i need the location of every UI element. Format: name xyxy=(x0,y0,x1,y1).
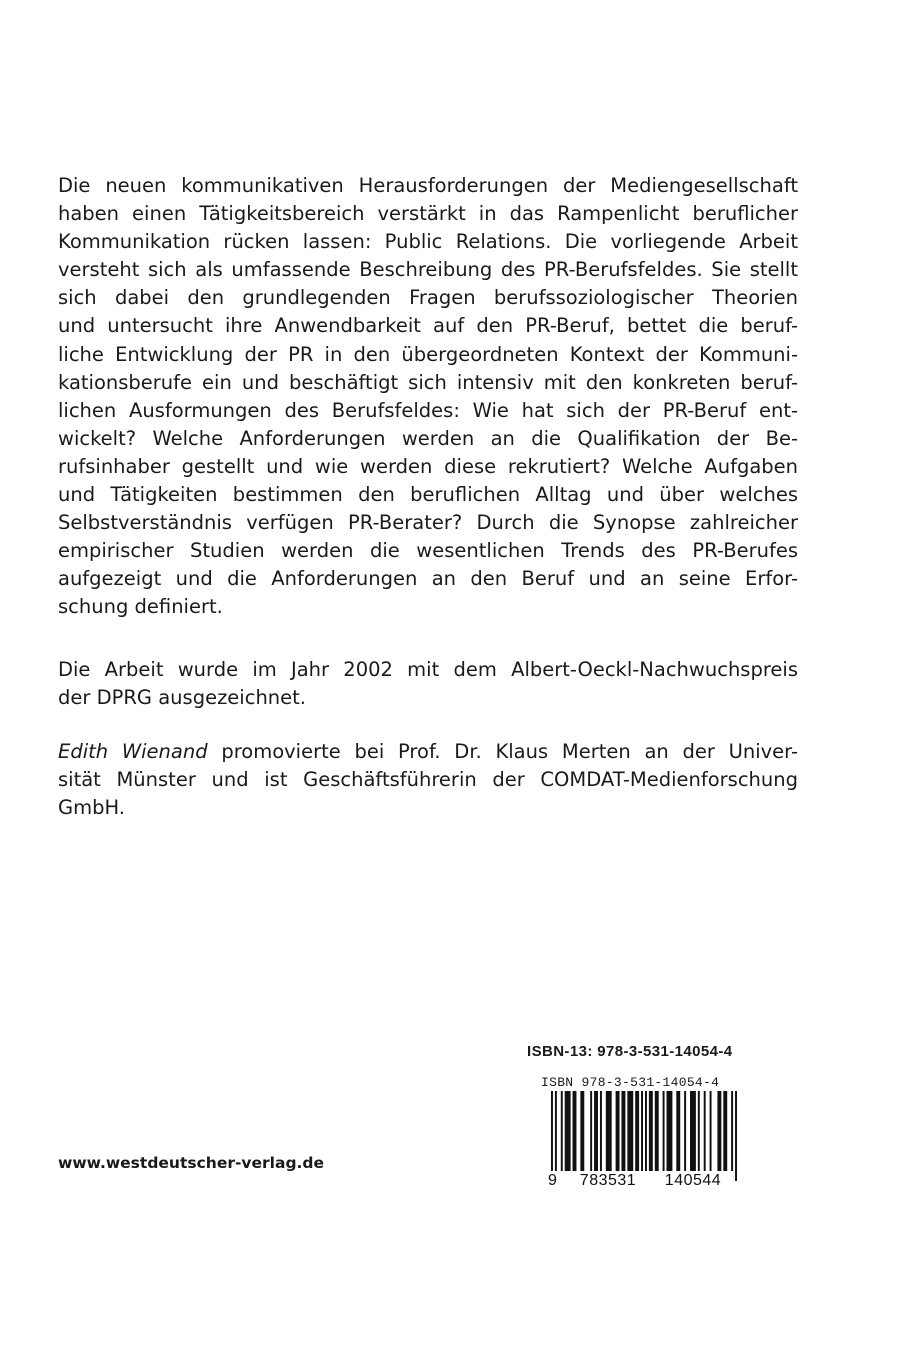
barcode-bar xyxy=(655,1091,659,1171)
blurb-line: rufsinhaber gestellt und wie werden diese rekrutiert? Welche Aufgaben xyxy=(58,454,798,478)
barcode-isbn-text: ISBN 978-3-531-14054-4 xyxy=(541,1075,720,1090)
barcode-bar xyxy=(616,1091,620,1171)
isbn-barcode xyxy=(541,1091,746,1188)
blurb-line: kationsberufe ein und beschäftigt sich intensiv mit den konkreten beruf- xyxy=(58,370,798,394)
barcode-bar xyxy=(735,1091,737,1181)
barcode-bar xyxy=(645,1091,647,1181)
barcode-bar xyxy=(627,1091,633,1171)
barcode-bar xyxy=(704,1091,706,1171)
barcode-bar xyxy=(698,1091,700,1171)
barcode-bar xyxy=(649,1091,653,1171)
barcode-bar xyxy=(731,1091,733,1181)
barcode-bar xyxy=(676,1091,680,1171)
blurb-line: empirischer Studien werden die wesentlichen Trends des PR-Berufes xyxy=(58,539,798,563)
blurb-line: sich dabei den grundlegenden Fragen berufssoziologischer Theorien xyxy=(58,286,798,310)
barcode-left-digits: 783531 xyxy=(579,1172,637,1188)
barcode-right-digits: 140544 xyxy=(664,1172,722,1188)
barcode-bar xyxy=(710,1091,712,1171)
author-bio-line xyxy=(58,738,798,766)
barcode-bar xyxy=(606,1091,612,1171)
barcode-bar xyxy=(561,1091,563,1171)
barcode-bar xyxy=(641,1091,643,1181)
publisher-url: www.westdeutscher-verlag.de xyxy=(58,1154,325,1172)
barcode-bar xyxy=(573,1091,577,1171)
author-bio-line: sität Münster und ist Geschäftsführerin der COMDAT-Medienforschung xyxy=(58,768,798,792)
blurb-line: Die neuen kommunikativen Herausforderungen der Mediengesellschaft xyxy=(58,174,798,197)
blurb-line: haben einen Tätigkeitsbereich verstärkt in das Rampenlicht beruflicher xyxy=(58,202,798,226)
blurb-paragraph xyxy=(58,172,798,622)
blurb-line: und Tätigkeiten bestimmen den beruflichen Alltag und über welches xyxy=(58,483,798,507)
blurb-line: und untersucht ihre Anwendbarkeit auf den PR-Beruf, bettet die beruf- xyxy=(58,314,798,338)
barcode-bar xyxy=(663,1091,665,1171)
blurb-line: versteht sich als umfassende Beschreibung des PR-Berufsfeldes. Sie stellt xyxy=(58,258,798,282)
barcode-bar xyxy=(594,1091,598,1171)
barcode-bar xyxy=(565,1091,571,1171)
barcode-bar xyxy=(621,1091,625,1171)
barcode-bar xyxy=(600,1091,602,1171)
barcode-bar xyxy=(551,1091,553,1181)
blurb-line: schung definiert. xyxy=(58,595,223,619)
barcode-bar xyxy=(580,1091,584,1171)
blurb-line: aufgezeigt und die Anforderungen an den Beruf und an seine Erfor- xyxy=(58,567,798,591)
award-line: Die Arbeit wurde im Jahr 2002 mit dem Albert-Oeckl-Nachwuchspreis xyxy=(58,658,798,681)
barcode-first-digit: 9 xyxy=(548,1172,557,1188)
barcode-bar xyxy=(717,1091,721,1171)
barcode-bar xyxy=(590,1091,592,1171)
barcode-bar xyxy=(723,1091,727,1171)
blurb-line: wickelt? Welche Anforderungen werden an die Qualifikation der Be- xyxy=(58,426,798,450)
barcode-bar xyxy=(684,1091,686,1171)
author-bio xyxy=(58,738,798,822)
barcode-bar xyxy=(667,1091,673,1171)
author-name: Edith Wienand xyxy=(58,740,208,763)
barcode-bar xyxy=(635,1091,639,1171)
author-bio-text: promovierte bei Prof. Dr. Klaus Merten an der Univer- xyxy=(207,740,798,763)
award-line: der DPRG ausgezeichnet. xyxy=(58,686,306,710)
blurb-line: Kommunikation rücken lassen: Public Relations. Die vorliegende Arbeit xyxy=(58,230,798,254)
author-bio-line: GmbH. xyxy=(58,796,126,820)
blurb-line: lichen Ausformungen des Berufsfeldes: Wie hat sich der PR-Beruf ent- xyxy=(58,398,798,422)
award-paragraph xyxy=(58,656,798,712)
barcode-bar xyxy=(690,1091,696,1171)
blurb-line: liche Entwicklung der PR in den übergeordneten Kontext der Kommuni- xyxy=(58,342,798,366)
isbn-13-label: ISBN-13: 978-3-531-14054-4 xyxy=(527,1043,733,1060)
barcode-bar xyxy=(555,1091,557,1181)
blurb-line: Selbstverständnis verfügen PR-Berater? Durch die Synopse zahlreicher xyxy=(58,511,798,535)
